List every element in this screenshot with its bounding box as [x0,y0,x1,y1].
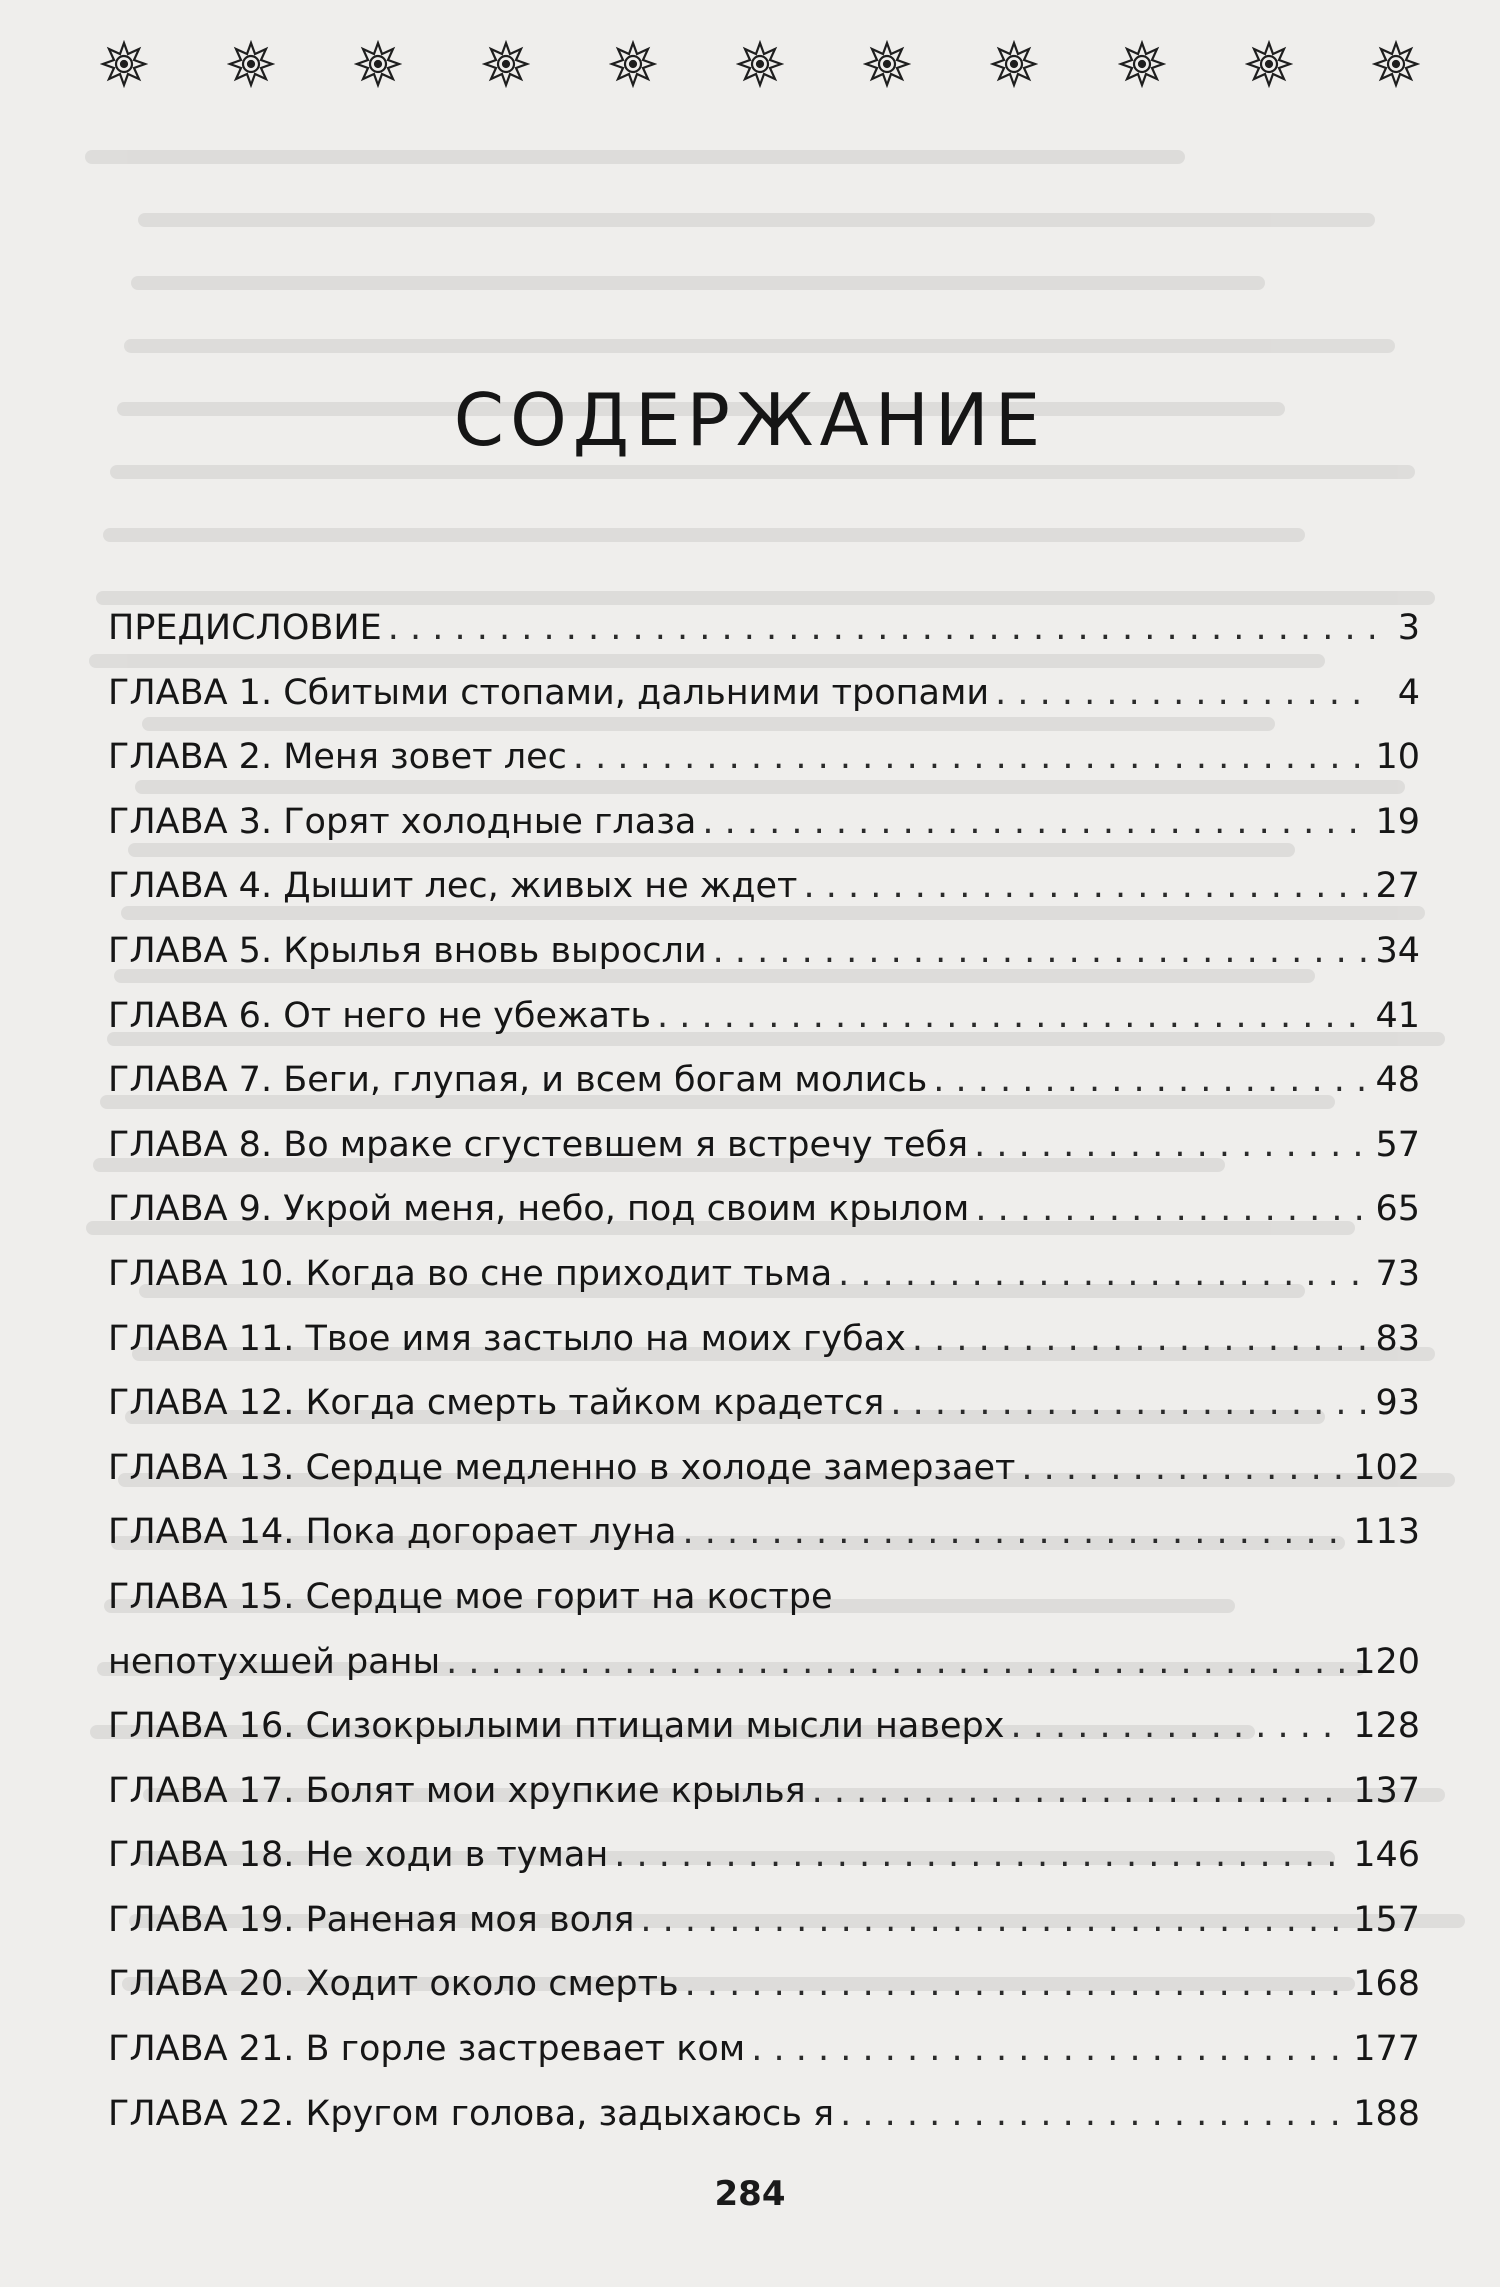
dot-leader [702,790,1369,855]
dot-leader [1021,1436,1347,1501]
dot-leader [713,919,1370,984]
toc-entry-page: 73 [1375,1253,1420,1294]
toc-entry [108,1242,1420,1307]
toc-entry [108,1759,1420,1824]
toc-entry-page: 128 [1353,1706,1420,1747]
toc-entry-page: 27 [1375,866,1420,907]
star-flower-ornament-icon [100,40,148,88]
star-flower-ornament-icon [227,40,275,88]
toc-entry-title: ГЛАВА 11. Твое имя застыло на моих губах [108,1318,906,1359]
bleed-line [110,465,1415,479]
table-of-contents [108,596,1420,2146]
dot-leader [446,1630,1347,1695]
toc-entry-title: ГЛАВА 9. Укрой меня, небо, под своим крылом [108,1189,970,1230]
dot-leader [682,1500,1347,1565]
toc-entry-page: 102 [1353,1447,1420,1488]
toc-entry-title: ГЛАВА 12. Когда смерть тайком крадется [108,1383,885,1424]
toc-entry-page: 65 [1375,1189,1420,1230]
dot-leader [803,854,1369,919]
toc-entry [108,661,1420,726]
toc-entry-title: ГЛАВА 2. Меня зовет лес [108,737,567,778]
bleed-line [103,528,1305,542]
toc-entry-title: ГЛАВА 13. Сердце медленно в холоде замерзает [108,1447,1016,1488]
page-number: 284 [714,2174,786,2214]
star-flower-ornament-icon [990,40,1038,88]
toc-entry [108,1630,1420,1695]
dot-leader [751,2017,1347,2082]
toc-entry-title: ГЛАВА 8. Во мраке сгустевшем я встречу тебя [108,1124,969,1165]
dot-leader [1010,1694,1347,1759]
dot-leader [933,1048,1369,1113]
toc-entry-title: ГЛАВА 14. Пока догорает луна [108,1512,677,1553]
dot-leader [614,1823,1347,1888]
toc-entry-page: 93 [1375,1383,1420,1424]
toc-entry [108,984,1420,1049]
dot-leader [838,1242,1369,1307]
bleed-line [131,276,1265,290]
toc-entry-title: ГЛАВА 21. В горле застревает ком [108,2029,746,2070]
toc-entry [108,1048,1420,1113]
bleed-line [138,213,1375,227]
toc-entry [108,2082,1420,2147]
toc-entry-page: 188 [1353,2093,1420,2134]
star-flower-ornament-icon [609,40,657,88]
toc-entry [108,1307,1420,1372]
toc-entry-page: 48 [1375,1060,1420,1101]
toc-entry [108,1888,1420,1953]
toc-entry-page: 19 [1375,801,1420,842]
page-title: СОДЕРЖАНИЕ [453,378,1047,462]
toc-entry-page: 157 [1353,1899,1420,1940]
toc-entry-title: ГЛАВА 4. Дышит лес, живых не ждет [108,866,798,907]
toc-entry [108,854,1420,919]
toc-entry-page: 57 [1375,1124,1420,1165]
star-flower-ornament-icon [863,40,911,88]
bleed-line [85,150,1185,164]
dot-leader [995,661,1374,726]
toc-entry-title: непотухшей раны [108,1641,441,1682]
toc-entry-title: ГЛАВА 18. Не ходи в туман [108,1835,609,1876]
toc-entry-title: ГЛАВА 6. От него не убежать [108,995,651,1036]
dot-leader [657,984,1369,1049]
toc-entry-page: 168 [1353,1964,1420,2005]
toc-entry [108,596,1420,661]
dot-leader [890,1371,1369,1436]
toc-entry [108,1113,1420,1178]
toc-entry [108,1565,1420,1630]
toc-entry-page: 3 [1397,608,1420,648]
toc-entry [108,1823,1420,1888]
dot-leader [840,2082,1347,2147]
dot-leader [812,1759,1348,1824]
toc-entry-page: 146 [1353,1835,1420,1876]
star-flower-ornament-icon [1245,40,1293,88]
star-flower-ornament-icon [1372,40,1420,88]
toc-entry-title: ГЛАВА 17. Болят мои хрупкие крылья [108,1770,806,1811]
star-flower-ornament-icon [482,40,530,88]
toc-entry-page: 113 [1353,1512,1420,1553]
toc-entry [108,725,1420,790]
star-flower-ornament-icon [354,40,402,88]
toc-entry [108,1500,1420,1565]
dot-leader [974,1113,1369,1178]
toc-entry [108,1952,1420,2017]
toc-entry [108,1177,1420,1242]
dot-leader [573,725,1370,790]
toc-entry-title: ГЛАВА 3. Горят холодные глаза [108,801,697,842]
toc-entry-page: 177 [1353,2029,1420,2070]
toc-entry [108,790,1420,855]
toc-entry-page: 4 [1397,672,1420,713]
toc-entry-title: ПРЕДИСЛОВИЕ [108,608,382,648]
star-flower-ornament-icon [736,40,784,88]
ornament-row [100,40,1420,88]
toc-entry-page: 120 [1353,1641,1420,1682]
dot-leader [388,596,1374,661]
toc-entry-title: ГЛАВА 7. Беги, глупая, и всем богам молись [108,1060,928,1101]
toc-entry [108,1371,1420,1436]
toc-entry-title: ГЛАВА 10. Когда во сне приходит тьма [108,1253,833,1294]
dot-leader [975,1177,1369,1242]
dot-leader [640,1888,1347,1953]
toc-entry [108,919,1420,984]
toc-entry [108,1694,1420,1759]
toc-entry-title: ГЛАВА 20. Ходит около смерть [108,1964,679,2005]
toc-entry-title: ГЛАВА 16. Сизокрылыми птицами мысли наверх [108,1706,1005,1747]
bleed-line [124,339,1395,353]
toc-entry-title: ГЛАВА 15. Сердце мое горит на костре [108,1576,833,1617]
toc-entry-page: 41 [1375,995,1420,1036]
toc-entry-page: 10 [1375,737,1420,778]
dot-leader [912,1307,1370,1372]
toc-entry-title: ГЛАВА 1. Сбитыми стопами, дальними тропами [108,672,990,713]
toc-entry-page: 83 [1375,1318,1420,1359]
dot-leader [685,1952,1348,2017]
toc-entry-title: ГЛАВА 19. Раненая моя воля [108,1899,635,1940]
toc-entry-title: ГЛАВА 22. Кругом голова, задыхаюсь я [108,2093,835,2134]
toc-entry [108,1436,1420,1501]
toc-entry-page: 34 [1375,930,1420,971]
star-flower-ornament-icon [1118,40,1166,88]
toc-entry-title: ГЛАВА 5. Крылья вновь выросли [108,930,707,971]
toc-entry-page: 137 [1353,1770,1420,1811]
toc-entry [108,2017,1420,2082]
